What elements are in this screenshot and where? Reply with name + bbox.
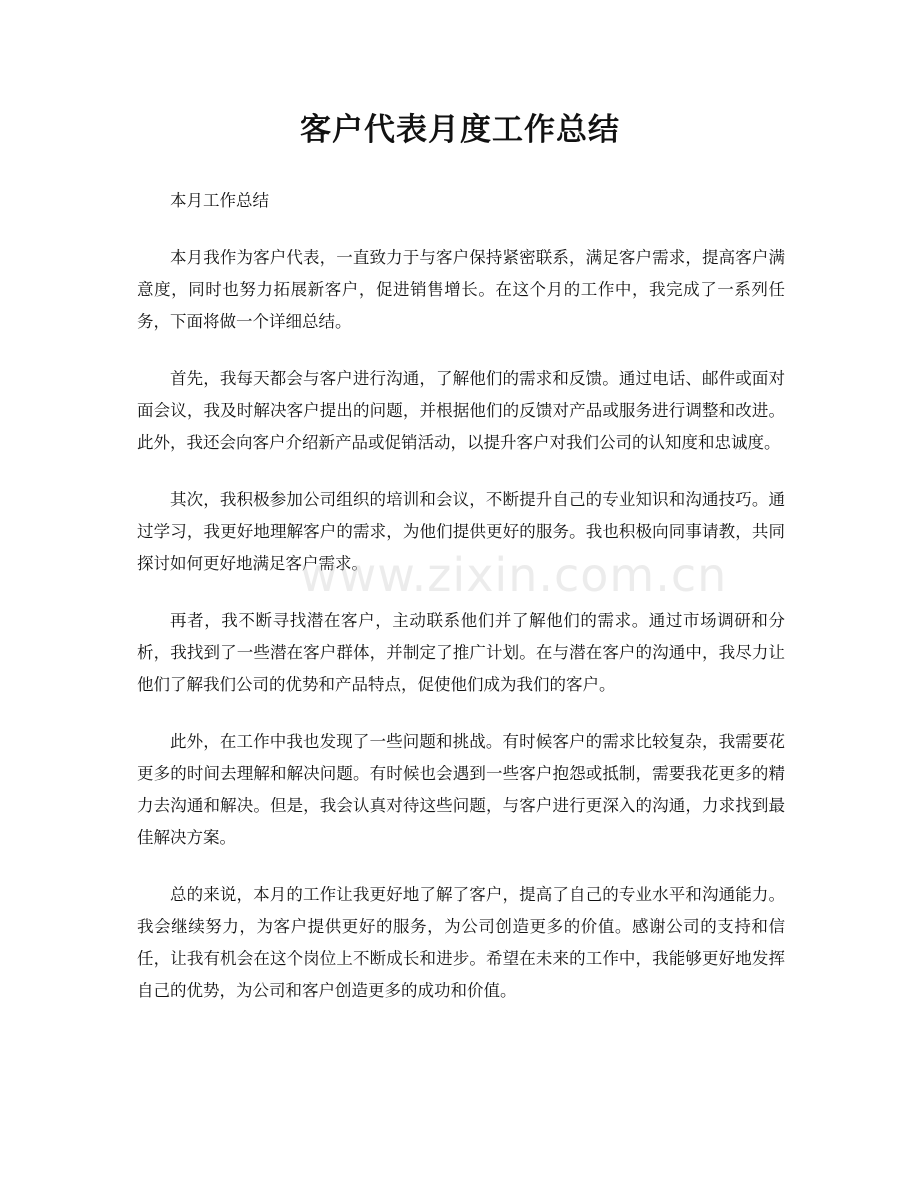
watermark-text: www.zixin.com.cn (300, 548, 728, 602)
paragraph-first: 首先，我每天都会与客户进行沟通，了解他们的需求和反馈。通过电话、邮件或面对面会议，我及时解决客户提出的问题，并根据他们的反馈对产品或服务进行调整和改进。此外，我还会向客户介绍新产品或促销活动，以提升客户对我们公司的认知度和忠诚度。 (137, 369, 785, 452)
paragraph-third: 再者，我不断寻找潜在客户，主动联系他们并了解他们的需求。通过市场调研和分析，我找到了一些潜在客户群体，并制定了推广计划。在与潜在客户的沟通中，我尽力让他们了解我们公司的优势和产品特点，促使他们成为我们的客户。 (137, 611, 785, 694)
section-heading: 本月工作总结 (170, 191, 269, 210)
document-title: 客户代表月度工作总结 (300, 112, 620, 148)
paragraph-second: 其次，我积极参加公司组织的培训和会议，不断提升自己的专业知识和沟通技巧。通过学习，我更好地理解客户的需求，为他们提供更好的服务。我也积极向同事请教，共同探讨如何更好地满足客户需求。 (137, 490, 785, 573)
document-body (137, 185, 785, 1032)
paragraph-challenges: 此外，在工作中我也发现了一些问题和挑战。有时候客户的需求比较复杂，我需要花更多的时间去理解和解决问题。有时候也会遇到一些客户抱怨或抵制，需要我花更多的精力去沟通和解决。但是，我会认真对待这些问题，与客户进行更深入的沟通，力求找到最佳解决方案。 (137, 732, 785, 847)
paragraph-conclusion: 总的来说，本月的工作让我更好地了解了客户，提高了自己的专业水平和沟通能力。我会继续努力，为客户提供更好的服务，为公司创造更多的价值。感谢公司的支持和信任，让我有机会在这个岗位上不断成长和进步。希望在未来的工作中，我能够更好地发挥自己的优势，为公司和客户创造更多的成功和价值。 (137, 885, 785, 1000)
paragraph-intro: 本月我作为客户代表，一直致力于与客户保持紧密联系，满足客户需求，提高客户满意度，同时也努力拓展新客户，促进销售增长。在这个月的工作中，我完成了一系列任务，下面将做一个详细总结。 (137, 248, 785, 331)
